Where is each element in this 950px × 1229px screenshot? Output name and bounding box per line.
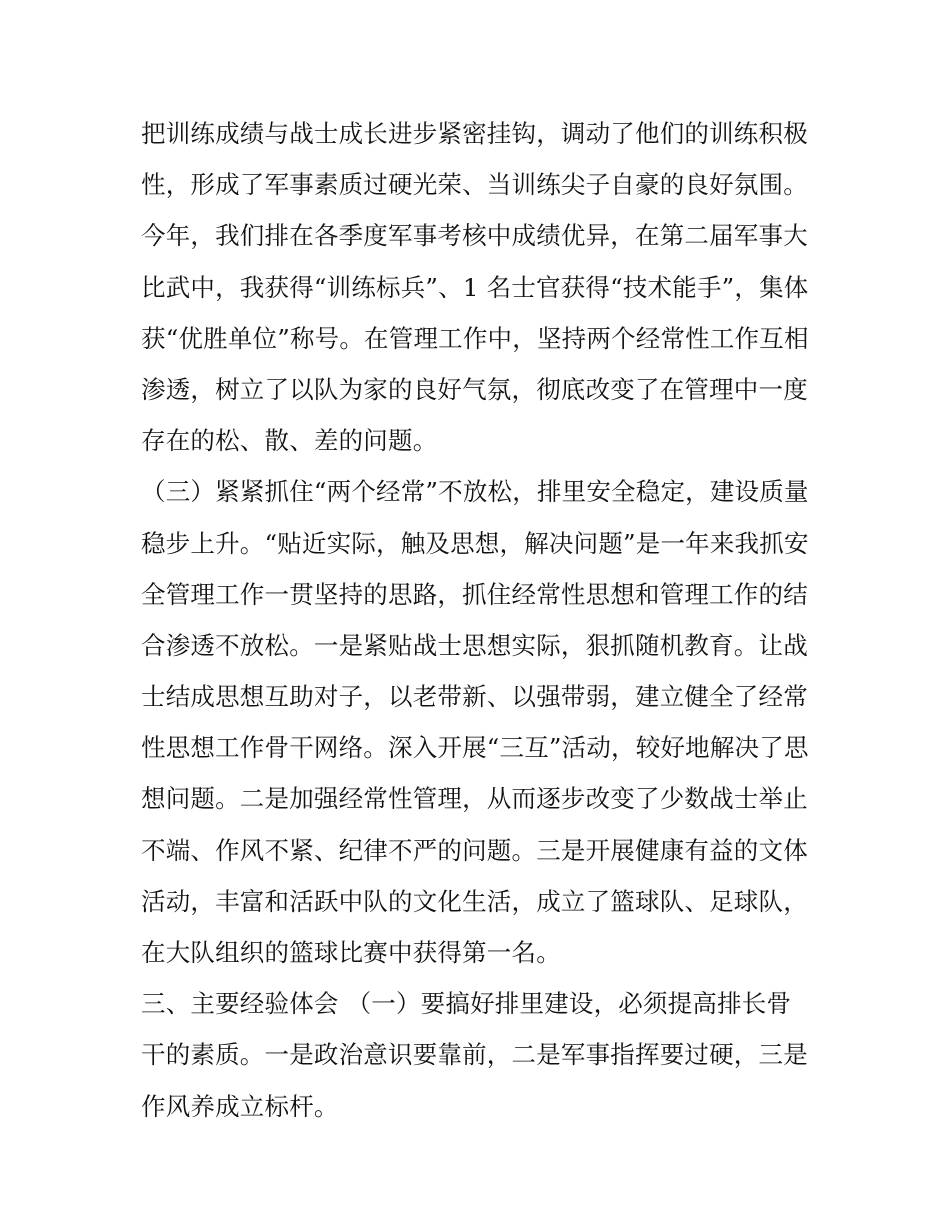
text-line: 合渗透不放松。一是紧贴战士思想实际，狠抓随机教育。让战 xyxy=(141,630,808,660)
text-line: 全管理工作一贯坚持的思路，抓住经常性思想和管理工作的结 xyxy=(141,579,808,609)
text-line: 不端、作风不紧、纪律不严的问题。三是开展健康有益的文体 xyxy=(141,835,808,865)
text-line: 想问题。二是加强经常性管理，从而逐步改变了少数战士举止 xyxy=(141,784,808,814)
text-line: 性思想工作骨干网络。深入开展“三互”活动，较好地解决了思 xyxy=(141,733,809,763)
text-line: 三、主要经验体会 （一）要搞好排里建设，必须提高排长骨 xyxy=(141,989,792,1019)
text-line: 渗透，树立了以队为家的良好气氛，彻底改变了在管理中一度 xyxy=(141,374,808,404)
text-line: 活动，丰富和活跃中队的文化生活，成立了篮球队、足球队， xyxy=(141,886,808,916)
text-line: 干的素质。一是政治意识要靠前，二是军事指挥要过硬，三是 xyxy=(141,1040,808,1070)
text-line: 在大队组织的篮球比赛中获得第一名。 xyxy=(141,938,561,967)
text-line: 性，形成了军事素质过硬光荣、当训练尖子自豪的良好氛围。 xyxy=(141,170,808,200)
text-line: （三）紧紧抓住“两个经常”不放松，排里安全稳定，建设质量 xyxy=(141,477,809,507)
text-line: 比武中，我获得“训练标兵”、1 名士官获得“技术能手”，集体 xyxy=(141,272,809,302)
text-line: 士结成思想互助对子，以老带新、以强带弱，建立健全了经常 xyxy=(141,682,808,712)
text-line: 今年，我们排在各季度军事考核中成绩优异，在第二届军事大 xyxy=(141,221,808,251)
text-line: 获“优胜单位”称号。在管理工作中，坚持两个经常性工作互相 xyxy=(141,323,809,353)
text-line: 稳步上升。“贴近实际，触及思想，解决问题”是一年来我抓安 xyxy=(141,528,809,558)
text-line: 作风养成立标杆。 xyxy=(141,1091,339,1121)
document-body xyxy=(141,108,811,1132)
text-line: 存在的松、散、差的问题。 xyxy=(141,426,438,456)
text-line: 把训练成绩与战士成长进步紧密挂钩，调动了他们的训练积极 xyxy=(141,119,808,148)
